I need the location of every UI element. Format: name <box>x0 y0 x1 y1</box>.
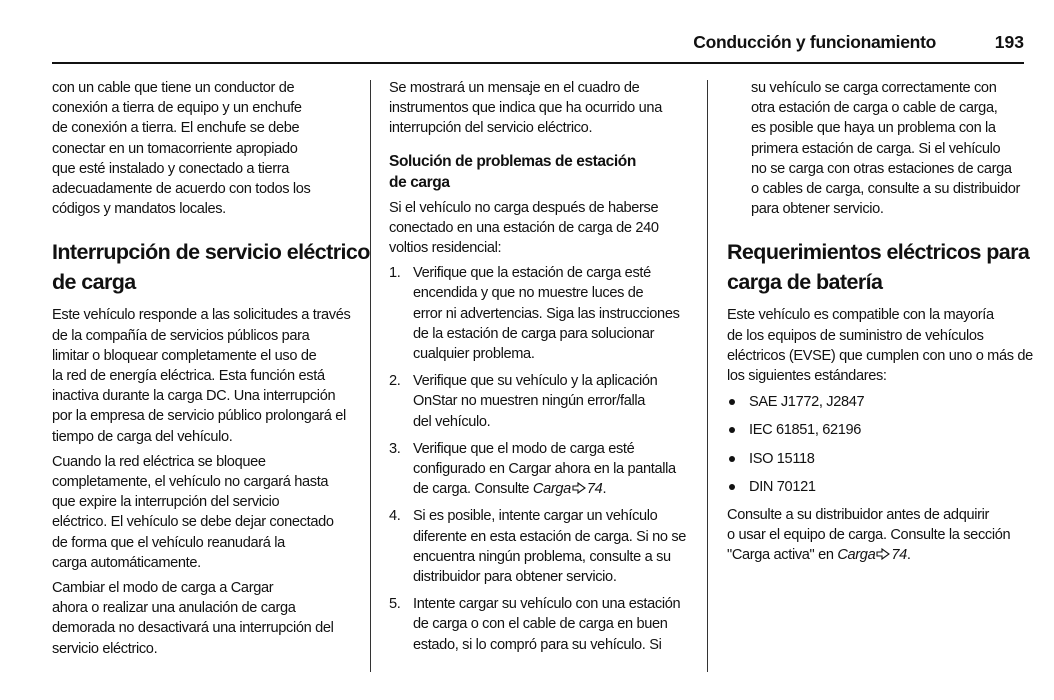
text-line: o usar el equipo de carga. Consulte la sección <box>727 527 1011 544</box>
text-line: cualquier problema. <box>413 346 535 363</box>
list-item <box>727 392 1029 412</box>
step-number: 3. <box>389 440 401 457</box>
heading-line: Interrupción de servicio eléctrico <box>52 240 370 265</box>
list-item <box>389 594 697 655</box>
text-line: error ni advertencias. Siga las instrucciones <box>413 305 680 322</box>
text-line: conectar en un tomacorriente apropiado <box>52 140 298 157</box>
standard-label: DIN 70121 <box>749 478 816 495</box>
cross-reference-title[interactable]: Carga <box>837 547 876 564</box>
list-item <box>389 263 697 364</box>
list-item <box>389 506 697 587</box>
text-line: de forma que el vehículo reanudará la <box>52 534 285 551</box>
text-line: Intente cargar su vehículo con una estación <box>413 596 681 613</box>
text-line: configurado en Cargar ahora en la pantalla <box>413 461 676 478</box>
intro-paragraph <box>389 78 697 139</box>
text-line: OnStar no muestren ningún error/falla <box>413 393 646 410</box>
text-line: para obtener servicio. <box>751 201 884 218</box>
column-1 <box>52 78 370 664</box>
text-line: que expire la interrupción del servicio <box>52 494 280 511</box>
text-line: interrupción del servicio eléctrico. <box>389 120 593 137</box>
text-line: su vehículo se carga correctamente con <box>751 80 997 96</box>
text-line: conectado en una estación de carga de 240 <box>389 219 659 236</box>
step-number: 1. <box>389 265 401 282</box>
column-2 <box>389 78 697 662</box>
body-paragraph <box>52 578 356 659</box>
text-line <box>413 479 697 499</box>
body-paragraph <box>52 452 356 573</box>
subsection-heading <box>389 151 697 193</box>
text-line: ahora o realizar una anulación de carga <box>52 600 296 617</box>
standard-label: IEC 61851, 62196 <box>749 422 862 439</box>
text-fragment: . <box>602 481 607 498</box>
text-line: instrumentos que indica que ha ocurrido una <box>389 100 662 117</box>
page-reference-arrow-icon <box>876 548 890 560</box>
body-paragraph <box>52 305 356 446</box>
body-paragraph <box>389 198 697 259</box>
text-line: servicio eléctrico. <box>52 640 158 657</box>
text-line: de los equipos de suministro de vehículos <box>727 327 984 344</box>
text-line: estado, si lo compró para su vehículo. Si <box>413 636 662 653</box>
column-divider <box>707 80 708 672</box>
text-line: Verifique que su vehículo y la aplicación <box>413 373 658 390</box>
step-continuation <box>727 78 1029 219</box>
text-line <box>727 545 1029 565</box>
page-reference-arrow-icon <box>572 482 586 494</box>
text-line: voltios residencial: <box>389 240 502 257</box>
text-line: no se carga con otras estaciones de carga <box>751 160 1012 177</box>
section-title: Conducción y funcionamiento <box>693 32 936 52</box>
list-item <box>727 420 1029 440</box>
text-line: conexión a tierra de equipo y un enchufe <box>52 100 302 117</box>
text-line: primera estación de carga. Si el vehículo <box>751 140 1001 157</box>
bullet-icon <box>729 427 735 433</box>
text-fragment: de carga. Consulte <box>413 481 533 498</box>
text-line: demorada no desactivará una interrupción del <box>52 620 334 637</box>
text-line: de la estación de carga para solucionar <box>413 325 655 342</box>
text-line: por la empresa de servicio público prolongará el <box>52 408 346 425</box>
step-number: 4. <box>389 508 401 525</box>
standard-label: ISO 15118 <box>749 450 815 467</box>
text-line: códigos y mandatos locales. <box>52 201 226 218</box>
cross-reference-page[interactable]: 74 <box>586 481 603 498</box>
heading-line: de carga <box>389 173 450 191</box>
text-line: Este vehículo responde a las solicitudes a través <box>52 307 351 324</box>
heading-line: de carga <box>52 270 136 295</box>
text-line: eléctrico. El vehículo se debe dejar conectado <box>52 514 334 531</box>
text-line: de la compañía de servicios públicos para <box>52 327 310 344</box>
text-line: la red de energía eléctrica. Esta función está <box>52 368 325 385</box>
page-number: 193 <box>994 32 1024 52</box>
text-line: o cables de carga, consulte a su distribuidor <box>751 181 1020 198</box>
text-fragment: . <box>906 547 911 564</box>
text-line: los siguientes estándares: <box>727 368 887 385</box>
text-line: inactiva durante la carga DC. Una interrupción <box>52 388 336 405</box>
step-number: 2. <box>389 373 401 390</box>
section-heading <box>727 237 1029 297</box>
heading-line: carga de batería <box>727 270 883 295</box>
text-fragment: "Carga activa" en <box>727 547 838 564</box>
text-line: diferente en esta estación de carga. Si no se <box>413 528 687 545</box>
text-line: Verifique que la estación de carga esté <box>413 265 651 282</box>
text-line: del vehículo. <box>413 413 491 430</box>
steps-list <box>389 263 697 655</box>
cross-reference-title[interactable]: Carga <box>532 481 571 498</box>
column-divider <box>370 80 371 672</box>
step-number: 5. <box>389 596 401 613</box>
text-line: limitar o bloquear completamente el uso de <box>52 347 317 364</box>
text-line: eléctricos (EVSE) que cumplen con uno o más de <box>727 347 1033 364</box>
text-line: de carga o con el cable de carga en buen <box>413 616 668 633</box>
text-line: Consulte a su distribuidor antes de adquirir <box>727 507 990 524</box>
header-rule <box>52 62 1024 64</box>
bullet-icon <box>729 399 735 405</box>
text-line: con un cable que tiene un conductor de <box>52 80 295 96</box>
heading-line: Solución de problemas de estación <box>389 152 636 170</box>
text-line: que esté instalado y conectado a tierra <box>52 160 290 177</box>
heading-line: Requerimientos eléctricos para <box>727 240 1030 265</box>
text-line: es posible que haya un problema con la <box>751 120 996 137</box>
text-line: carga automáticamente. <box>52 554 201 571</box>
text-line: Se mostrará un mensaje en el cuadro de <box>389 80 640 96</box>
text-line: completamente, el vehículo no cargará hasta <box>52 474 329 491</box>
text-line: tiempo de carga del vehículo. <box>52 428 233 445</box>
body-paragraph <box>727 305 1033 386</box>
text-line: Este vehículo es compatible con la mayoría <box>727 307 994 324</box>
list-item <box>389 371 697 432</box>
text-line: Si el vehículo no carga después de haberse <box>389 199 659 216</box>
text-line: otra estación de carga o cable de carga, <box>751 100 998 117</box>
text-line: encuentra ningún problema, consulte a su <box>413 548 671 565</box>
section-heading <box>52 237 370 297</box>
page-header <box>0 30 1026 56</box>
text-line: distribuidor para obtener servicio. <box>413 569 617 586</box>
list-item <box>727 449 1029 469</box>
text-line: Si es posible, intente cargar un vehículo <box>413 508 658 525</box>
text-line: de conexión a tierra. El enchufe se debe <box>52 120 300 137</box>
text-line: adecuadamente de acuerdo con todos los <box>52 181 311 198</box>
list-item <box>727 477 1029 497</box>
intro-paragraph <box>52 78 356 219</box>
text-line: Verifique que el modo de carga esté <box>413 440 635 457</box>
body-paragraph <box>727 505 1029 566</box>
standard-label: SAE J1772, J2847 <box>749 394 865 411</box>
text-line: Cambiar el modo de carga a Cargar <box>52 580 274 597</box>
list-item <box>389 439 697 500</box>
bullet-icon <box>729 484 735 490</box>
cross-reference-page[interactable]: 74 <box>891 547 907 564</box>
text-line: encendida y que no muestre luces de <box>413 285 644 302</box>
column-3 <box>727 78 1033 571</box>
text-line: Cuando la red eléctrica se bloquee <box>52 453 266 470</box>
standards-list <box>727 392 1029 497</box>
bullet-icon <box>729 456 735 462</box>
